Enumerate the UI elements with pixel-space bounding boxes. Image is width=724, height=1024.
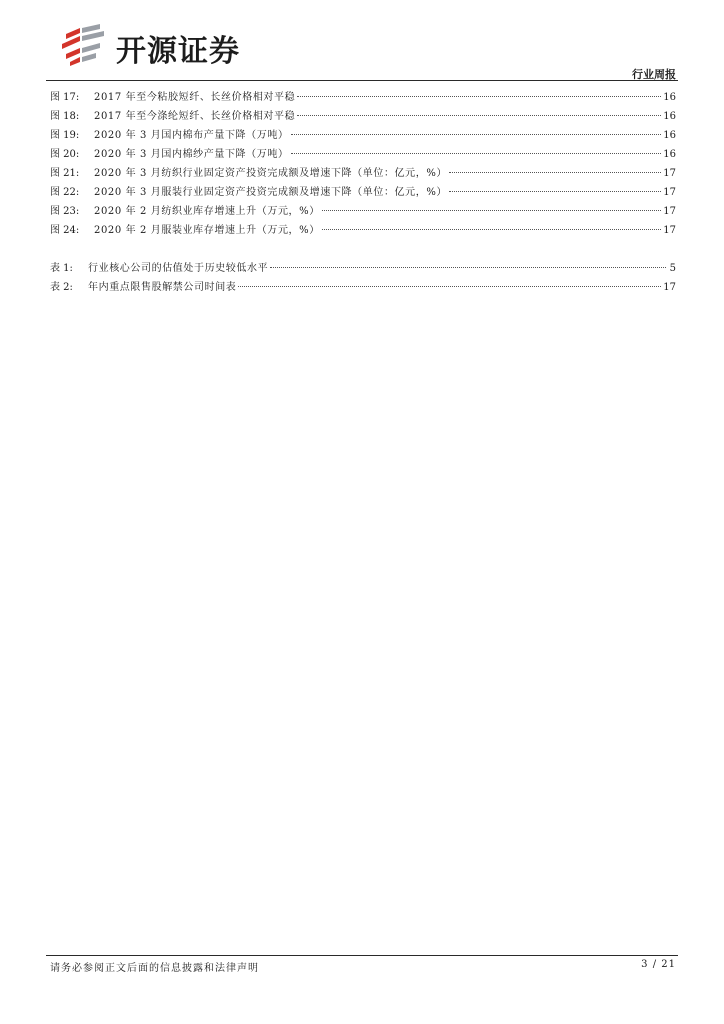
footer-disclaimer: 请务必参阅正文后面的信息披露和法律声明 [50,963,259,974]
list-of-figures-and-tables [50,88,676,297]
figure-title: 2020 年 3 月纺织行业固定资产投资完成额及增速下降（单位：亿元，%） [94,168,448,179]
figure-label: 图 17: [50,92,80,103]
figure-title: 2020 年 3 月服装行业固定资产投资完成额及增速下降（单位：亿元，%） [94,187,448,198]
figure-entry[interactable] [50,107,676,126]
dot-leader [449,191,661,192]
figure-label: 图 21: [50,168,80,179]
dot-leader [297,115,661,116]
figure-label: 图 18: [50,111,80,122]
header-divider [46,80,678,81]
dot-leader [322,229,661,230]
figure-entry[interactable] [50,183,676,202]
table-list [50,259,676,297]
figure-entry[interactable] [50,145,676,164]
figure-label: 图 22: [50,187,80,198]
table-label: 表 1: [50,263,73,274]
table-entry[interactable] [50,259,676,278]
brand-name: 开源证券 [116,34,240,69]
table-page-number: 5 [669,263,676,274]
dot-leader [238,286,661,287]
figure-page-number: 17 [663,168,676,179]
table-entry[interactable] [50,278,676,297]
figure-title: 2017 年至今涤纶短纤、长丝价格相对平稳 [94,111,296,122]
dot-leader [291,134,662,135]
logo-mark-icon [60,22,110,66]
figure-title: 2017 年至今粘胶短纤、长丝价格相对平稳 [94,92,296,103]
figure-entry[interactable] [50,88,676,107]
dot-leader [449,172,661,173]
table-page-number: 17 [663,282,676,293]
figure-title: 2020 年 3 月国内棉布产量下降（万吨） [94,130,289,141]
page-number: 3 / 21 [641,959,676,970]
figure-page-number: 16 [663,130,676,141]
dot-leader [322,210,661,211]
table-title: 行业核心公司的估值处于历史较低水平 [88,263,269,274]
figure-page-number: 17 [663,187,676,198]
figure-entry[interactable] [50,202,676,221]
dot-leader [291,153,662,154]
dot-leader [297,96,661,97]
figure-entry[interactable] [50,221,676,240]
figure-entry[interactable] [50,164,676,183]
figure-page-number: 16 [663,92,676,103]
page-header [0,0,724,84]
figure-label: 图 23: [50,206,80,217]
figure-title: 2020 年 2 月纺织业库存增速上升（万元，%） [94,206,320,217]
footer-divider [46,955,678,956]
figure-entry[interactable] [50,126,676,145]
dot-leader [270,267,666,268]
company-logo [60,22,280,69]
figure-label: 图 20: [50,149,80,160]
figure-title: 2020 年 3 月国内棉纱产量下降（万吨） [94,149,289,160]
figure-label: 图 24: [50,225,80,236]
figure-page-number: 16 [663,111,676,122]
section-gap [50,240,676,259]
table-title: 年内重点限售股解禁公司时间表 [88,282,237,293]
figure-page-number: 16 [663,149,676,160]
table-label: 表 2: [50,282,73,293]
figure-title: 2020 年 2 月服装业库存增速上升（万元，%） [94,225,320,236]
figure-page-number: 17 [663,206,676,217]
figure-list [50,88,676,240]
figure-page-number: 17 [663,225,676,236]
figure-label: 图 19: [50,130,80,141]
report-type: 行业周报 [632,68,676,81]
